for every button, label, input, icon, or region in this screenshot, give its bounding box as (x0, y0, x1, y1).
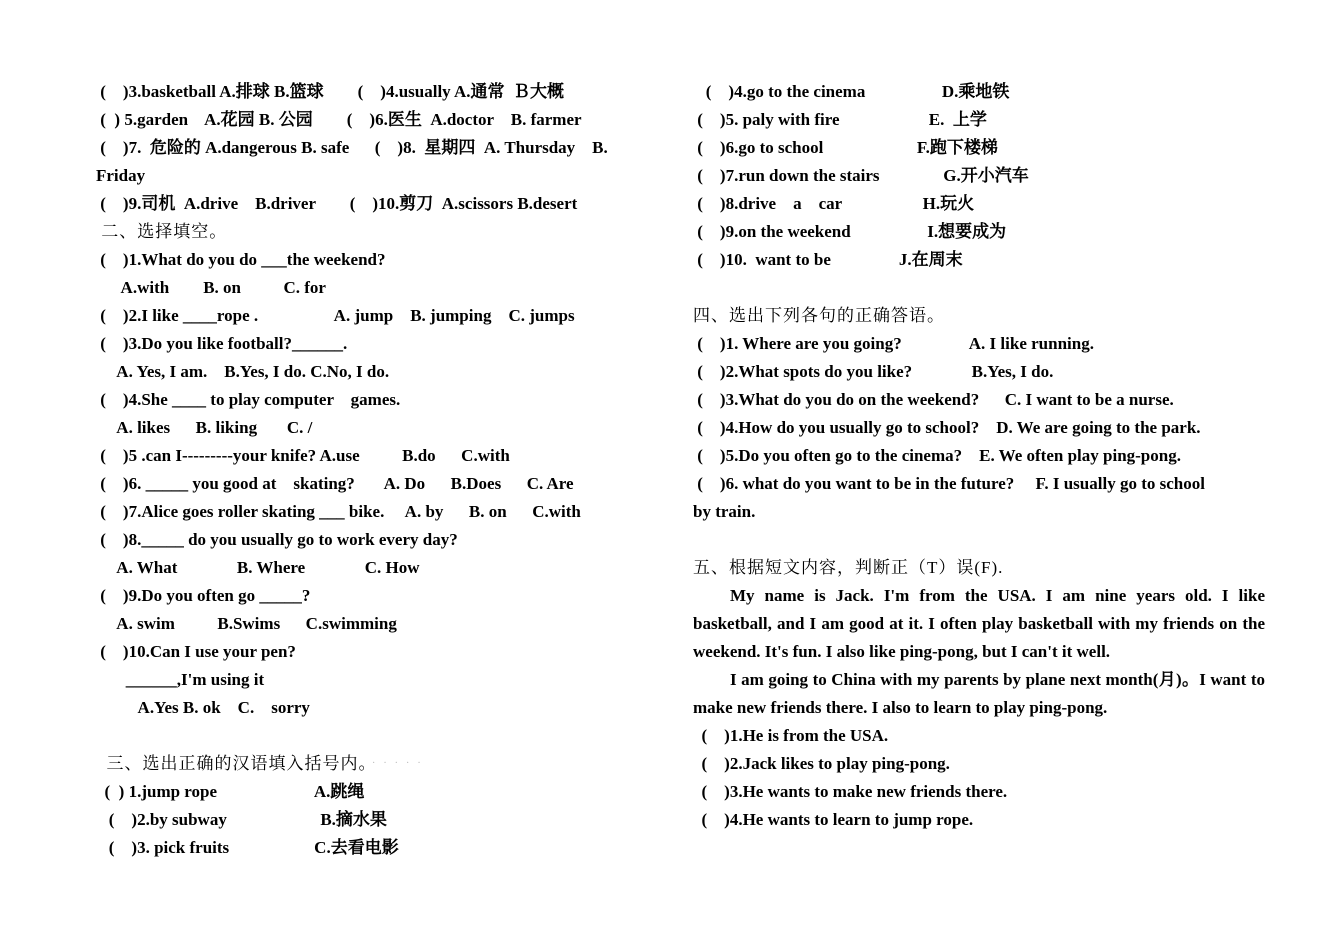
blank-line (693, 526, 1265, 554)
section-3-heading (96, 750, 668, 778)
answer-q6-continued: by train. (693, 502, 756, 521)
fill-q9: ( )9.Do you often go _____? (96, 586, 311, 605)
section-2-heading: 二、选择填空。 (96, 222, 228, 241)
fill-q10-options: A.Yes B. ok C. sorry (96, 698, 310, 717)
fill-q4-options: A. likes B. liking C. / (96, 418, 313, 437)
fill-q6: ( )6. _____ you good at skating? A. Do B.Does C. Are (96, 474, 574, 493)
fill-q1: ( )1.What do you do ___the weekend? (96, 250, 386, 269)
match-q6: ( )6.go to school F.跑下楼梯 (693, 138, 998, 157)
answer-q4: ( )4.How do you usually go to school? D. We are going to the park. (693, 418, 1201, 437)
match-q9: ( )9.on the weekend I.想要成为 (693, 222, 1007, 241)
fill-q3: ( )3.Do you like football?______. (96, 334, 348, 353)
fill-q7: ( )7.Alice goes roller skating ___ bike. A. by B. on C.with (96, 502, 581, 521)
fill-q10: ( )10.Can I use your pen? (96, 642, 296, 661)
section-5-heading: 五、根据短文内容，判断正（T）误(F). (693, 558, 1004, 577)
answer-q6: ( )6. what do you want to be in the future? F. I usually go to school (693, 474, 1205, 493)
q-dangerous: ( )7. 危险的 A.dangerous B. safe ( )8. 星期四 A. Thursday B. (96, 138, 608, 157)
passage-paragraph-2: I am going to China with my parents by plane next month(月)。I want to make new friends there. I also to learn to play ping-pong. (693, 670, 1265, 717)
tf-q1: ( )1.He is from the USA. (693, 726, 889, 745)
match-q5: ( )5. paly with fire E. 上学 (693, 110, 987, 129)
match-q4: ( )4.go to the cinema D.乘地铁 (693, 82, 1010, 101)
fill-q3-options: A. Yes, I am. B.Yes, I do. C.No, I do. (96, 362, 390, 381)
match-q3: ( )3. pick fruits C.去看电影 (96, 838, 399, 857)
answer-q1: ( )1. Where are you going? A. I like running. (693, 334, 1094, 353)
blank-line (96, 722, 668, 750)
left-column (96, 78, 668, 862)
blank-line (693, 274, 1265, 302)
fill-q8-options: A. What B. Where C. How (96, 558, 420, 577)
fill-q9-options: A. swim B.Swims C.swimming (96, 614, 397, 633)
match-q1: ( ) 1.jump rope A.跳绳 (96, 782, 365, 801)
tf-q3: ( )3.He wants to make new friends there. (693, 782, 1008, 801)
section-4-heading: 四、选出下列各句的正确答语。 (693, 306, 945, 325)
tf-q2: ( )2.Jack likes to play ping-pong. (693, 754, 950, 773)
answer-q5: ( )5.Do you often go to the cinema? E. We often play ping-pong. (693, 446, 1181, 465)
tf-q4: ( )4.He wants to learn to jump rope. (693, 810, 974, 829)
q-garden: ( ) 5.garden A.花园 B. 公园 ( )6.医生 A.doctor B. farmer (96, 110, 582, 129)
fill-q5: ( )5 .can I---------your knife? A.use B.do C.with (96, 446, 510, 465)
match-q7: ( )7.run down the stairs G.开小汽车 (693, 166, 1029, 185)
fill-q4: ( )4.She ____ to play computer games. (96, 390, 401, 409)
fill-q2: ( )2.I like ____rope . A. jump B. jumping C. jumps (96, 306, 575, 325)
right-column (693, 78, 1265, 834)
answer-q3: ( )3.What do you do on the weekend? C. I want to be a nurse. (693, 390, 1174, 409)
section-3-heading-text: 三、选出正确的汉语填入括号内。 (96, 754, 377, 773)
fill-q10-sentence: ______,I'm using it (96, 670, 265, 689)
answer-q2: ( )2.What spots do you like? B.Yes, I do. (693, 362, 1054, 381)
match-q8: ( )8.drive a car H.玩火 (693, 194, 975, 213)
match-q10: ( )10. want to be J.在周末 (693, 250, 963, 269)
q-friday-continued: Friday (96, 166, 146, 185)
passage-paragraph-1: My name is Jack. I'm from the USA. I am nine years old. I like basketball, and I am good at it. I often play basketball with my friends on the weekend. It's fun. I also like ping-pong, but I can't it well. (693, 586, 1265, 661)
q-driver: ( )9.司机 A.drive B.driver ( )10.剪刀 A.scissors B.desert (96, 194, 578, 213)
match-q2: ( )2.by subway B.摘水果 (96, 810, 387, 829)
fill-q8: ( )8._____ do you usually go to work every day? (96, 530, 458, 549)
fill-q1-options: A.with B. on C. for (96, 278, 326, 297)
q-basketball: ( )3.basketball A.排球 B.篮球 ( )4.usually A.通常 Ｂ大概 (96, 82, 565, 101)
faint-dots-decoration: ····· (372, 758, 429, 769)
